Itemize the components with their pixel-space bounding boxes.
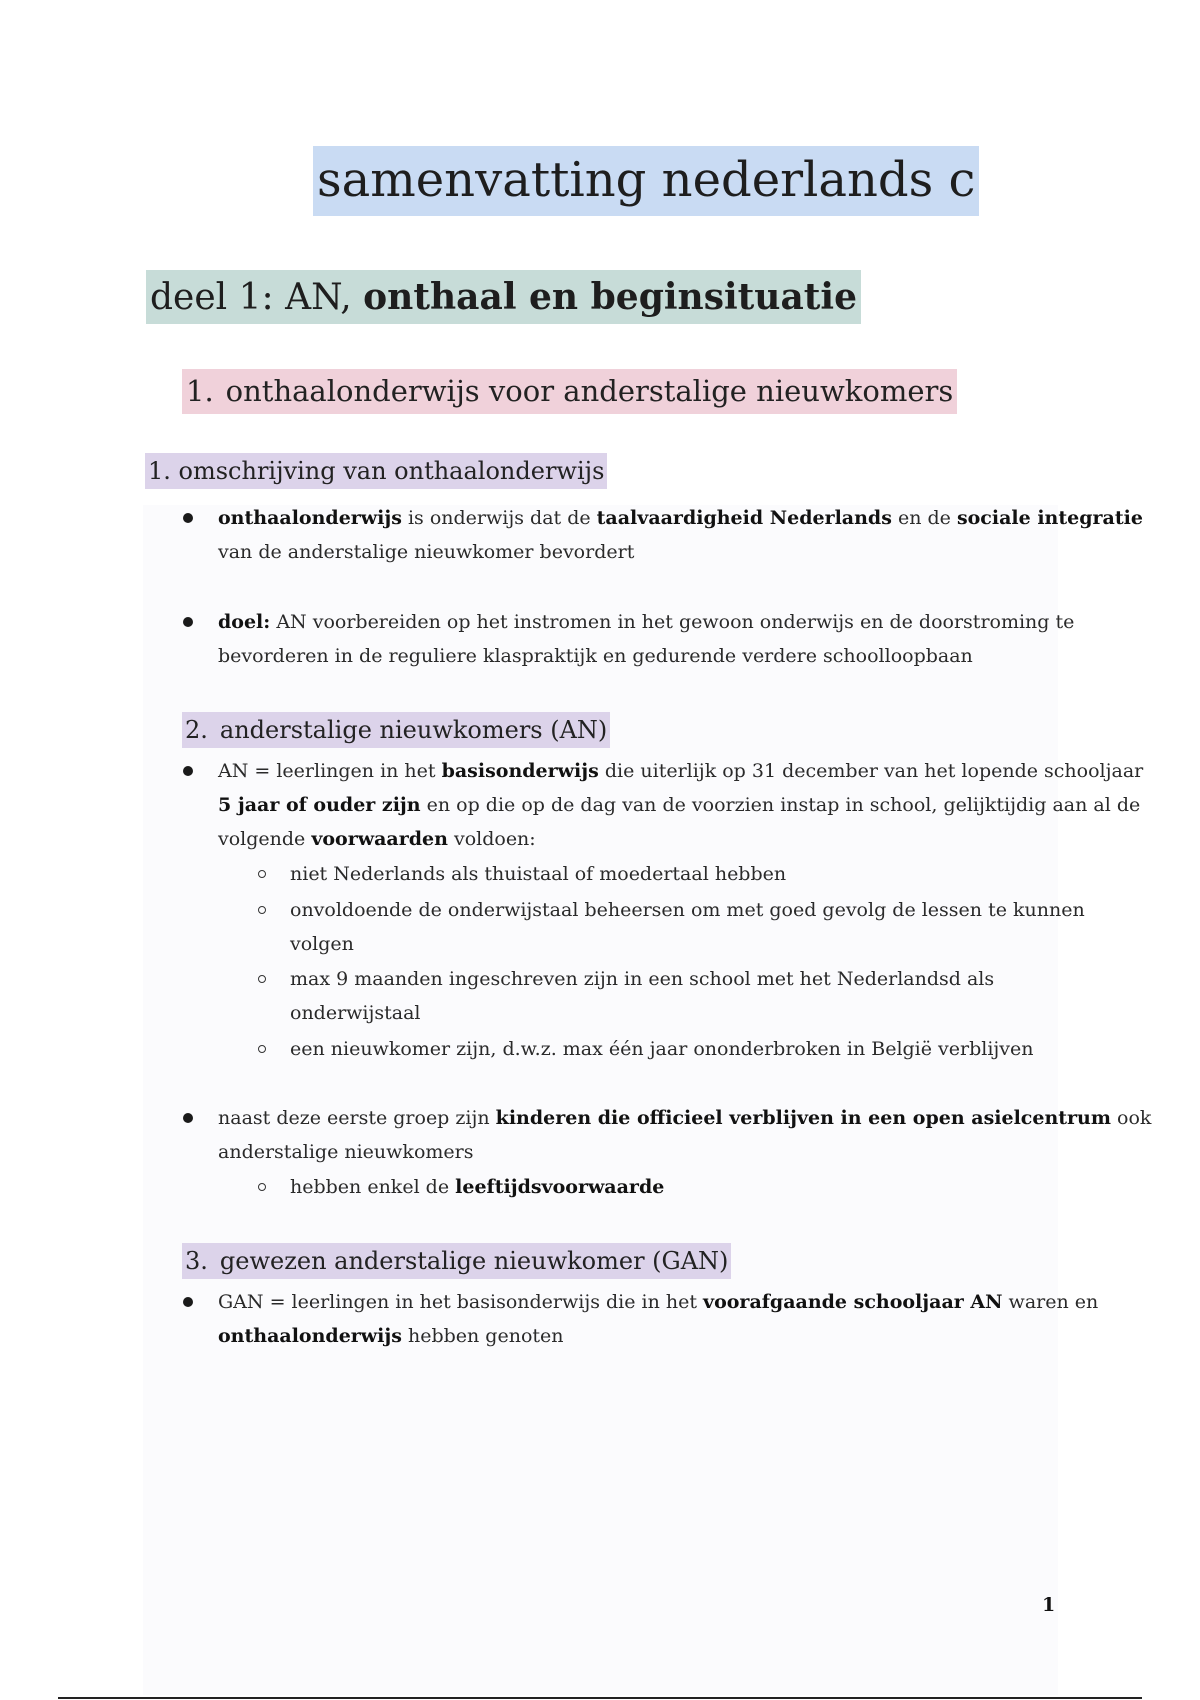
text-line: bevorderen in de reguliere klaspraktijk en gedurende verdere schoolloopbaan [218, 645, 973, 667]
text-line: anderstalige nieuwkomers [218, 1141, 474, 1163]
part-heading-bold: onthaal en beginsituatie [363, 276, 858, 318]
part-heading-plain: deel 1: AN, [150, 277, 364, 318]
subheading-number: 2. [185, 716, 208, 744]
sub-item [290, 1170, 664, 1204]
text-line [218, 788, 1143, 822]
list-item-gan-definitie [218, 1285, 1098, 1353]
text-line [218, 1285, 1098, 1319]
text-line [218, 754, 1143, 788]
section-heading [182, 369, 957, 414]
text-run: AN voorbereiden op het instromen in het gewoon onderwijs en de doorstroming te [270, 611, 1075, 633]
sub-bullet-icon [258, 975, 266, 983]
subheading-omschrijving: 1. omschrijving van onthaalonderwijs [145, 453, 607, 489]
text-run: ook [1110, 1107, 1152, 1129]
subheading-number: 3. [185, 1247, 208, 1275]
sub-item [290, 962, 994, 1030]
bullet-icon [183, 1297, 193, 1307]
bullet-icon [183, 1113, 193, 1123]
text-run: en de [891, 507, 957, 529]
text-run: volgende [218, 828, 312, 850]
bold-term: voorafgaande schooljaar AN [703, 1291, 1003, 1313]
bold-term: leeftijdsvoorwaarde [455, 1176, 665, 1198]
list-item-asielcentrum [218, 1101, 1151, 1169]
bold-term: voorwaarden [311, 828, 448, 850]
text-run: die uiterlijk op 31 december van het lopende schooljaar [598, 760, 1144, 782]
text-line: onvoldoende de onderwijstaal beheersen om met goed gevolg de lessen te kunnen [290, 899, 1085, 921]
part-heading [146, 270, 861, 324]
text-run: hebben enkel de [290, 1176, 456, 1198]
text-run: hebben genoten [401, 1325, 564, 1347]
document-title: samenvatting nederlands c [313, 146, 979, 216]
bold-term: onthaalonderwijs [218, 1325, 402, 1347]
subheading-label: gewezen anderstalige nieuwkomer (GAN) [219, 1247, 729, 1275]
text-line: van de anderstalige nieuwkomer bevordert [218, 541, 635, 563]
sub-bullet-icon [258, 906, 266, 914]
sub-item: niet Nederlands als thuistaal of moedertaal hebben [290, 863, 787, 885]
sub-item [290, 893, 1085, 961]
text-line: onderwijstaal [290, 1002, 421, 1024]
list-item-onthaalonderwijs [218, 501, 1143, 569]
text-run: en op die op de dag van de voorzien instap in school, gelijktijdig aan al de [420, 794, 1141, 816]
bold-term: 5 jaar of ouder zijn [218, 794, 421, 816]
list-item-doel [218, 605, 1074, 673]
bullet-icon [183, 766, 193, 776]
text-line: volgen [290, 933, 354, 955]
sub-bullet-icon [258, 870, 266, 878]
text-line [218, 822, 1143, 856]
bold-term: basisonderwijs [441, 760, 599, 782]
subheading-label: anderstalige nieuwkomers (AN) [219, 716, 608, 744]
page-number: 1 [1042, 1594, 1056, 1616]
text-line [218, 1319, 1098, 1353]
section-number: 1. [186, 374, 214, 408]
text-line [218, 1101, 1151, 1135]
text-line: max 9 maanden ingeschreven zijn in een school met het Nederlandsd als [290, 968, 995, 990]
bold-term: onthaalonderwijs [218, 507, 402, 529]
page-background [143, 505, 1058, 1695]
sub-bullet-icon [258, 1045, 266, 1053]
text-line [218, 605, 1074, 639]
bullet-icon [183, 617, 193, 627]
bullet-icon [183, 513, 193, 523]
subheading-gan [182, 1243, 731, 1279]
bold-term: kinderen die officieel verblijven in een open asielcentrum [495, 1107, 1111, 1129]
bold-term: taalvaardigheid Nederlands [596, 507, 892, 529]
bold-term: sociale integratie [956, 507, 1143, 529]
sub-bullet-icon [258, 1183, 266, 1191]
text-line [218, 501, 1143, 535]
text-run: AN = leerlingen in het [218, 760, 442, 782]
text-run: is onderwijs dat de [401, 507, 597, 529]
text-run: waren en [1002, 1291, 1099, 1313]
list-item-an-definitie [218, 754, 1143, 856]
sub-item: een nieuwkomer zijn, d.w.z. max één jaar ononderbroken in België verblijven [290, 1038, 1034, 1060]
bold-term: doel: [218, 611, 271, 633]
text-run: GAN = leerlingen in het basisonderwijs die in het [218, 1291, 704, 1313]
text-run: voldoen: [447, 828, 536, 850]
section-label: onthaalonderwijs voor anderstalige nieuwkomers [225, 374, 954, 408]
bottom-rule [58, 1697, 1142, 1699]
subheading-an [182, 712, 610, 748]
text-run: naast deze eerste groep zijn [218, 1107, 496, 1129]
